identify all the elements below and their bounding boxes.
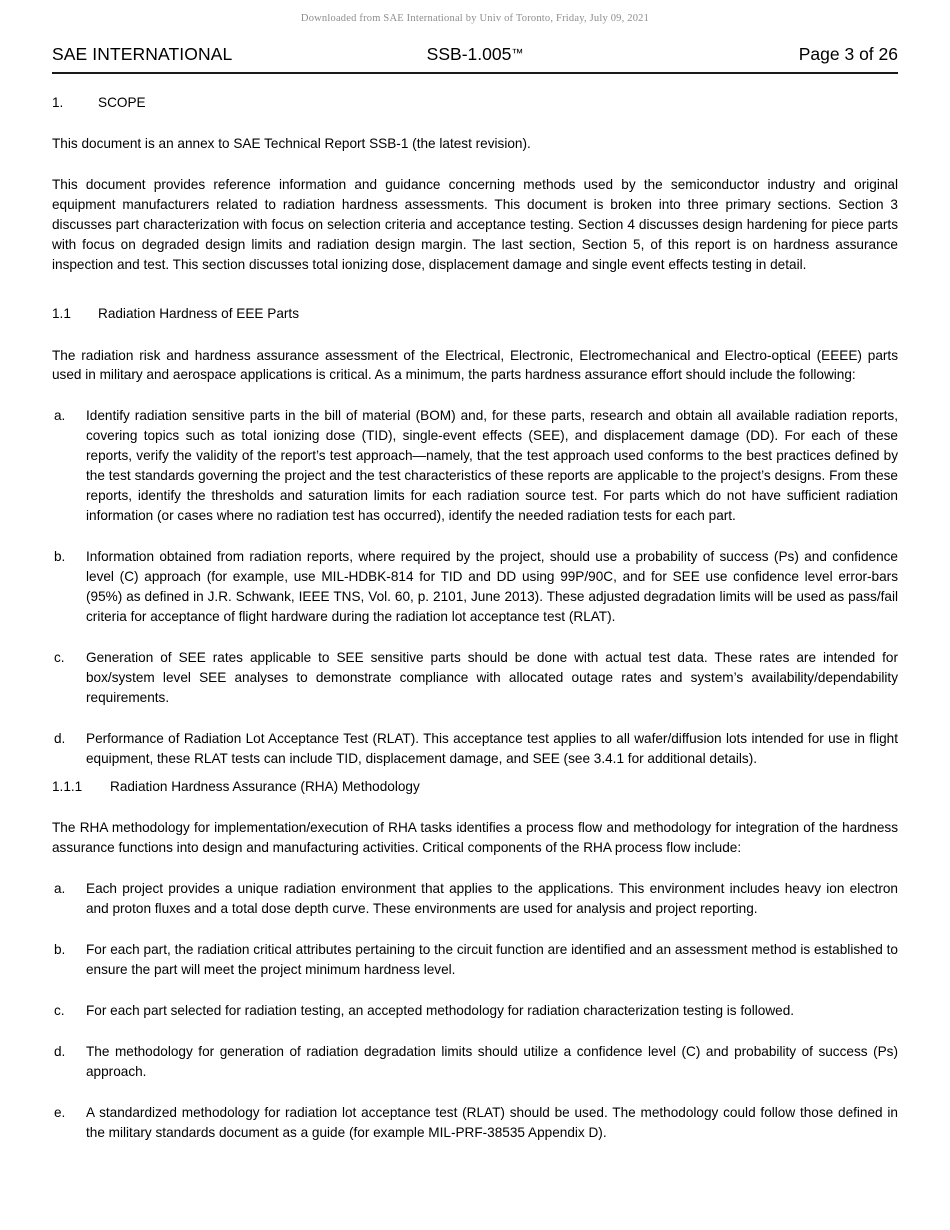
header-document-number xyxy=(427,44,524,65)
list-item-text: Generation of SEE rates applicable to SEE sensitive parts should be done with actual test data. These rates are intended for box/system level SEE analyses to demonstrate compliance with allocated outage rates and system’s availability/dependability requirements. xyxy=(86,650,898,706)
list-marker: d. xyxy=(54,1044,66,1060)
list-marker: a. xyxy=(54,881,66,897)
scope-paragraph-1: This document is an annex to SAE Technical Report SSB-1 (the latest revision). xyxy=(52,136,531,152)
list-marker: c. xyxy=(54,650,65,666)
list-marker: c. xyxy=(54,1003,65,1019)
list-item-text: A standardized methodology for radiation lot acceptance test (RLAT) should be used. The methodology could follow those defined in the military standards document as a guide (for example MIL-PRF-38535 Appendix D). xyxy=(86,1105,898,1140)
list-item-text: Identify radiation sensitive parts in the bill of material (BOM) and, for these parts, research and obtain all available radiation reports, covering topics such as total ionizing dose (TID), single-event effects (SEE), and displacement damage (DD). For each of these reports, verify the validity of the report’s test approach—namely, that the test approach used conforms to the best practices defined by the test standards governing the project and the test characteristics of these reports are applicable to the project’s designs. From these reports, identify the thresholds and saturation limits for each radiation source test. For parts which do not have sufficient radiation information (or cases where no radiation test has occurred), identify the needed radiation tests for each part. xyxy=(86,408,898,524)
spacer xyxy=(52,296,898,305)
list-marker: a. xyxy=(54,408,66,424)
list-item xyxy=(52,1001,898,1021)
section-number: 1.1.1 xyxy=(52,778,83,794)
header-doc-id: SSB-1.005 xyxy=(426,44,512,64)
header-organization: SAE INTERNATIONAL xyxy=(52,44,233,64)
list-item-text: The methodology for generation of radiation degradation limits should utilize a confidence level (C) and probability of success (Ps) approach. xyxy=(86,1044,898,1080)
list-item xyxy=(52,940,898,980)
list-item xyxy=(52,879,898,919)
section-title: Radiation Hardness of EEE Parts xyxy=(98,306,299,322)
eee-parts-list xyxy=(52,406,898,769)
list-item xyxy=(52,1103,898,1143)
eee-parts-intro: The radiation risk and hardness assurance assessment of the Electrical, Electronic, Electromechanical and Electro-optical (EEEE) parts used in military and aerospace applications is critical. As a minimum, the parts hardness assurance effort should include the following: xyxy=(52,347,898,383)
download-watermark: Downloaded from SAE International by Univ of Toronto, Friday, July 09, 2021 xyxy=(300,13,650,24)
list-marker: b. xyxy=(54,549,66,565)
section-heading-scope xyxy=(52,94,898,112)
list-item xyxy=(52,1042,898,1082)
section-title: Radiation Hardness Assurance (RHA) Methodology xyxy=(110,778,420,794)
list-marker: b. xyxy=(54,942,66,958)
section-heading-eee-parts xyxy=(52,305,898,323)
section-number: 1.1 xyxy=(52,306,71,322)
list-marker: e. xyxy=(54,1105,66,1121)
scope-paragraph-2: This document provides reference information and guidance concerning methods used by the semiconductor industry and original equipment manufacturers related to radiation hardness assessments. This document is broken into three primary sections. Section 3 discusses part characterization with focus on selection criteria and acceptance testing. Section 4 discusses design hardening for piece parts with focus on degraded design limits and radiation design margin. The last section, Section 5, of this report is on hardness assurance inspection and test. This section discusses total ionizing dose, displacement damage and single event effects testing in detail. xyxy=(52,177,898,273)
list-item-text: For each part, the radiation critical attributes pertaining to the circuit function are identified and an assessment method is established to ensure the part will meet the project minimum hardness level. xyxy=(86,942,898,978)
list-item xyxy=(52,648,898,708)
section-heading-rha-methodology xyxy=(52,778,898,796)
list-item xyxy=(52,406,898,526)
list-item-text: Performance of Radiation Lot Acceptance Test (RLAT). This acceptance test applies to all wafer/diffusion lots intended for use in flight equipment, these RLAT tests can include TID, displacement damage, and SEE (see 3.4.1 for additional details). xyxy=(86,731,898,766)
rha-intro: The RHA methodology for implementation/execution of RHA tasks identifies a process flow and methodology for integration of the hardness assurance functions into design and manufacturing activities. Critical components of the RHA process flow include: xyxy=(52,820,898,856)
page-header xyxy=(52,44,898,74)
list-item xyxy=(52,729,898,769)
header-page-number: Page 3 of 26 xyxy=(798,44,898,64)
list-marker: d. xyxy=(54,731,66,747)
rha-list xyxy=(52,879,898,1143)
list-item-text: Information obtained from radiation reports, where required by the project, should use a probability of success (Ps) and confidence level (C) approach (for example, use MIL-HDBK-814 for TID and DD using 99P/90C, and for SEE use confidence level error-bars (95%) as defined in J.R. Schwank, IEEE TNS, Vol. 60, p. 2101, June 2013). These adjusted degradation limits will be used as pass/fail criteria for acceptance of flight hardware during the radiation lot acceptance test (RLAT). xyxy=(86,549,898,625)
section-title: SCOPE xyxy=(98,95,146,110)
trademark-icon: ™ xyxy=(511,46,524,60)
page-content xyxy=(52,94,898,1143)
list-item-text: Each project provides a unique radiation environment that applies to the applications. This environment includes heavy ion electron and proton fluxes and a total dose depth curve. These environments are used for analysis and project reporting. xyxy=(86,881,898,917)
list-item xyxy=(52,547,898,627)
section-number: 1. xyxy=(52,95,64,110)
list-item-text: For each part selected for radiation testing, an accepted methodology for radiation characterization testing is followed. xyxy=(86,1003,795,1019)
spacer xyxy=(52,769,898,778)
